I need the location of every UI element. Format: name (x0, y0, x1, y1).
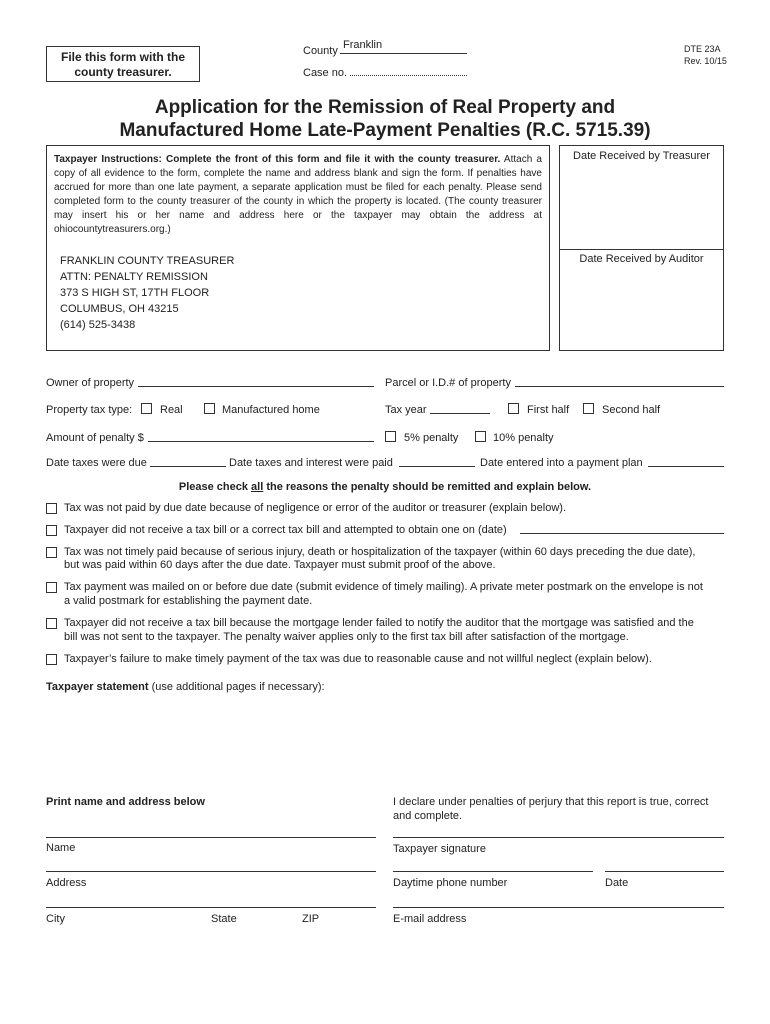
tax-year-label: Tax year (385, 404, 427, 416)
date-plan-label: Date entered into a payment plan (480, 457, 643, 469)
taxpayer-statement-label (46, 680, 325, 694)
reason-3-text-line2: but was paid within 60 days after the due date. Taxpayer must submit proof of the above. (64, 559, 496, 571)
reasons-heading-all: all (251, 481, 264, 493)
file-note-line2: county treasurer. (74, 65, 172, 79)
form-id: DTE 23A (684, 44, 721, 54)
manufactured-home-label: Manufactured home (222, 404, 320, 416)
tax-year-field[interactable] (430, 413, 490, 414)
parcel-field[interactable] (515, 386, 724, 387)
date-due-field[interactable] (150, 466, 226, 467)
reason-6-checkbox[interactable] (46, 654, 57, 665)
email-field[interactable] (393, 907, 724, 908)
reason-4-text-line2: a valid postmark for establishing the payment date. (64, 595, 313, 607)
owner-field[interactable] (138, 386, 374, 387)
reason-3-checkbox[interactable] (46, 547, 57, 558)
reasons-heading-pre: Please check (178, 481, 252, 493)
ten-percent-checkbox[interactable] (475, 431, 486, 442)
property-tax-type-label: Property tax type: (46, 404, 133, 416)
date-due-label: Date taxes were due (46, 457, 147, 469)
reason-1-checkbox[interactable] (46, 503, 57, 514)
declaration-text: I declare under penalties of perjury that this report is true, correct and complete. (393, 796, 709, 822)
county-field[interactable] (340, 53, 467, 54)
address-line4: COLUMBUS, OH 43215 (60, 303, 179, 315)
date-label: Date (605, 877, 629, 889)
state-label: State (211, 913, 237, 925)
statement-label-bold: Taxpayer statement (46, 681, 149, 693)
instructions-heading: Taxpayer Instructions: Complete the front of this form and file it with the county treasurer. (54, 154, 501, 165)
date-received-box (559, 145, 724, 351)
real-checkbox[interactable] (141, 403, 152, 414)
reason-5-text-line1: Taxpayer did not receive a tax bill because the mortgage lender failed to notify the auditor that the mortgage was satisfied and the (64, 617, 694, 629)
reason-2-date-field[interactable] (520, 533, 724, 534)
form-title-line2: Manufactured Home Late-Payment Penalties (R.C. 5715.39) (119, 120, 651, 141)
city-state-zip-field[interactable] (46, 907, 376, 908)
address-line5: (614) 525-3438 (60, 319, 136, 331)
address-line1: FRANKLIN COUNTY TREASURER (60, 255, 235, 267)
taxpayer-statement-area[interactable] (46, 698, 724, 788)
reason-5-text-line2: bill was not sent to the taxpayer. The penalty waiver applies only to the first tax bill after satisfaction of the mortgage. (64, 631, 629, 643)
real-label: Real (160, 404, 183, 416)
instructions-text (54, 153, 542, 237)
file-note-line1: File this form with the (60, 50, 185, 64)
five-percent-label: 5% penalty (404, 432, 459, 444)
date-received-treasurer-label: Date Received by Treasurer (573, 150, 710, 162)
phone-field[interactable] (393, 871, 593, 872)
zip-label: ZIP (302, 913, 320, 925)
instructions-body: Attach a copy of all evidence to the form, complete the name and address blank and sign the form. If penalties have accrued for more than one late payment, a separate application must be filed for each penalty. Please send completed form to the county treasurer of the county in which the property is located. (The county treasurer may insert his or her name and address here or the taxpayer may obtain the address at ohiocountytreasurers.org.) (54, 154, 542, 235)
email-label: E-mail address (393, 913, 467, 925)
reason-4-checkbox[interactable] (46, 582, 57, 593)
ten-percent-label: 10% penalty (493, 432, 554, 444)
date-box-divider (559, 249, 724, 250)
reason-4-text-line1: Tax payment was mailed on or before due date (submit evidence of timely mailing). A private meter postmark on the envelope is not (64, 581, 703, 593)
manufactured-home-checkbox[interactable] (204, 403, 215, 414)
phone-label: Daytime phone number (393, 877, 508, 889)
reason-2-text: Taxpayer did not receive a tax bill or a correct tax bill and attempted to obtain one on (date) (64, 524, 507, 536)
name-field[interactable] (46, 837, 376, 838)
reasons-heading (0, 480, 770, 494)
second-half-checkbox[interactable] (583, 403, 594, 414)
amount-field[interactable] (148, 441, 374, 442)
county-label: County (303, 45, 338, 57)
name-label: Name (46, 842, 76, 854)
address-field[interactable] (46, 871, 376, 872)
case-number-label: Case no. (303, 67, 348, 79)
city-label: City (46, 913, 65, 925)
reason-3-text-line1: Tax was not timely paid because of serious injury, death or hospitalization of the taxpayer (within 60 days preceding the due date), (64, 546, 696, 558)
owner-label: Owner of property (46, 377, 135, 389)
signature-field[interactable] (393, 837, 724, 838)
date-received-auditor-label: Date Received by Auditor (579, 253, 704, 265)
statement-label-rest: (use additional pages if necessary): (148, 681, 325, 693)
address-line3: 373 S HIGH ST, 17TH FLOOR (60, 287, 210, 299)
date-plan-field[interactable] (648, 466, 724, 467)
form-title-line1: Application for the Remission of Real Property and (154, 97, 616, 118)
form-revision: Rev. 10/15 (684, 56, 727, 66)
case-number-field[interactable] (350, 75, 467, 76)
address-label: Address (46, 877, 87, 889)
reason-6-text: Taxpayer’s failure to make timely payment of the tax was due to reasonable cause and not willful neglect (explain below). (64, 653, 652, 665)
date-paid-label: Date taxes and interest were paid (229, 457, 393, 469)
signature-label: Taxpayer signature (393, 843, 486, 855)
date-field[interactable] (605, 871, 724, 872)
five-percent-checkbox[interactable] (385, 431, 396, 442)
second-half-label: Second half (602, 404, 661, 416)
county-value: Franklin (343, 39, 383, 51)
print-name-label: Print name and address below (46, 796, 205, 808)
date-paid-field[interactable] (399, 466, 475, 467)
reason-5-checkbox[interactable] (46, 618, 57, 629)
amount-label: Amount of penalty $ (46, 432, 144, 444)
reason-1-text: Tax was not paid by due date because of negligence or error of the auditor or treasurer (explain below). (64, 502, 567, 514)
reason-2-checkbox[interactable] (46, 525, 57, 536)
parcel-label: Parcel or I.D.# of property (385, 377, 511, 389)
form-id-block (684, 43, 727, 67)
reasons-heading-post: the reasons the penalty should be remitted and explain below. (263, 481, 592, 493)
file-with-treasurer-note (46, 46, 200, 82)
first-half-checkbox[interactable] (508, 403, 519, 414)
first-half-label: First half (527, 404, 570, 416)
treasurer-address (60, 253, 234, 333)
address-line2: ATTN: PENALTY REMISSION (60, 271, 208, 283)
